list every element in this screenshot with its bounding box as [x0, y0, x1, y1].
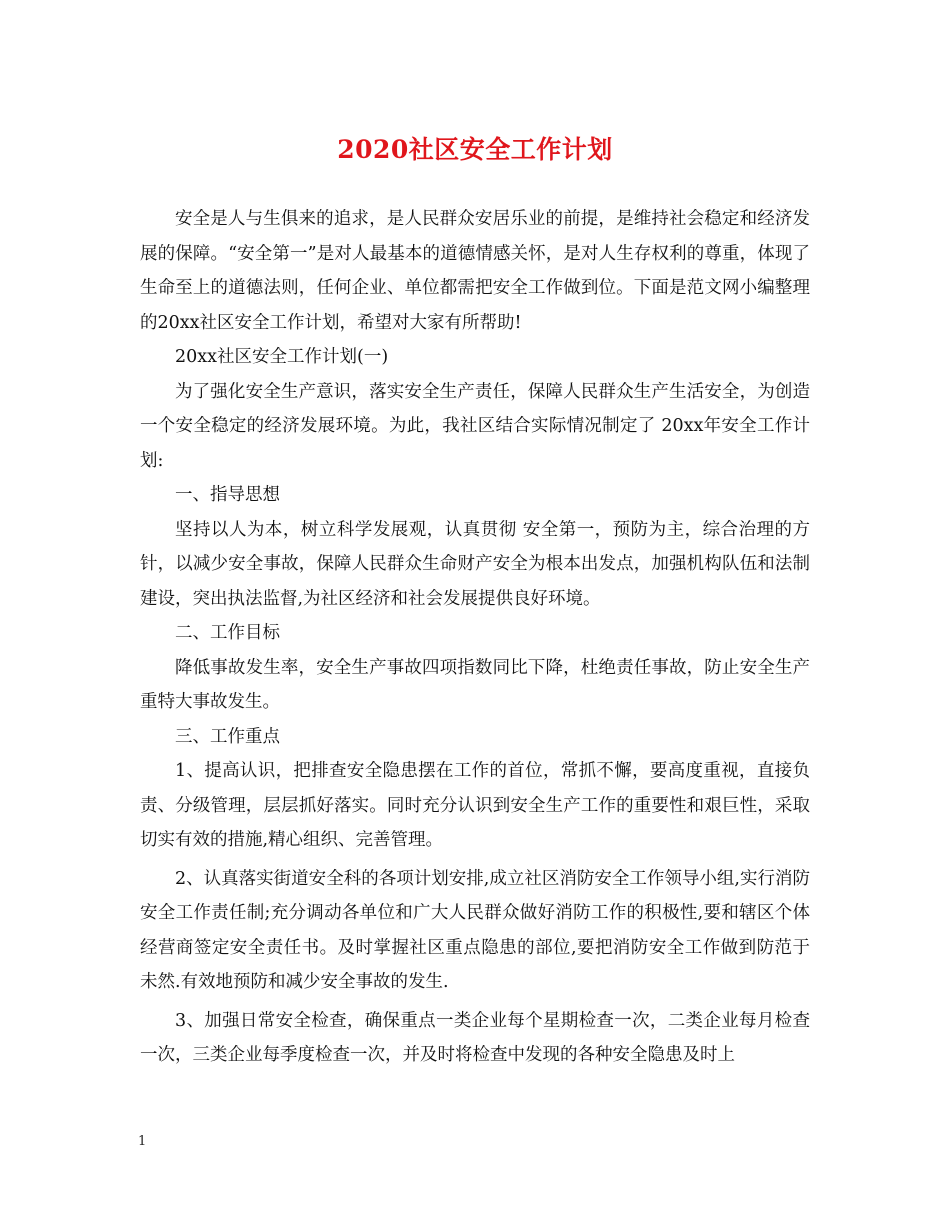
work-goals-paragraph: 降低事故发生率，安全生产事故四项指数同比下降，杜绝责任事故，防止安全生产重特大事故发生。	[140, 657, 810, 712]
section-heading-work-focus: 三、工作重点	[175, 726, 280, 747]
page-number: 1	[138, 1134, 147, 1149]
document-title: 2020社区安全工作计划	[337, 135, 613, 164]
focus-item-1: 1、提高认识，把排查安全隐患摆在工作的首位，常抓不懈，要高度重视，直接负责、分级管理，层层抓好落实。同时充分认识到安全生产工作的重要性和艰巨性，采取切实有效的措施,精心组织、完善管理。	[140, 761, 810, 850]
section-heading-guiding-thought: 一、指导思想	[175, 485, 280, 505]
intro-paragraph: 安全是人与生俱来的追求，是人民群众安居乐业的前提，是维持社会稳定和经济发展的保障。“安全第一”是对人最基本的道德情感关怀，是对人生存权利的尊重，体现了生命至上的道德法则，任何企业、单位都需把安全工作做到位。下面是范文网小编整理的20xx社区安全工作计划，希望对大家有所帮助!	[140, 209, 810, 333]
document-body	[140, 202, 810, 1073]
focus-item-2: 2、认真落实街道安全科的各项计划安排,成立社区消防安全工作领导小组,实行消防安全工作责任制;充分调动各单位和广大人民群众做好消防工作的积极性,要和辖区个体经营商签定安全责任书。及时掌握社区重点隐患的部位,要把消防安全工作做到防范于未然.有效地预防和减少安全事故的发生.	[140, 868, 810, 992]
section-heading-work-goals: 二、工作目标	[175, 623, 280, 643]
focus-item-3: 3、加强日常安全检查，确保重点一类企业每个星期检查一次，二类企业每月检查一次，三类企业每季度检查一次，并及时将检查中发现的各种安全隐患及时上	[140, 1010, 810, 1065]
plan-intro-paragraph: 为了强化安全生产意识，落实安全生产责任，保障人民群众生产生活安全，为创造一个安全稳定的经济发展环境。为此，我社区结合实际情况制定了 20xx年安全工作计划:	[140, 381, 810, 471]
guiding-thought-paragraph: 坚持以人为本，树立科学发展观，认真贯彻 安全第一，预防为主，综合治理的方针，以减少安全事故，保障人民群众生命财产安全为根本出发点，加强机构队伍和法制建设，突出执法监督,为社区经济和社会发展提供良好环境。	[140, 519, 810, 609]
plan-heading: 20xx社区安全工作计划(一)	[175, 347, 389, 367]
